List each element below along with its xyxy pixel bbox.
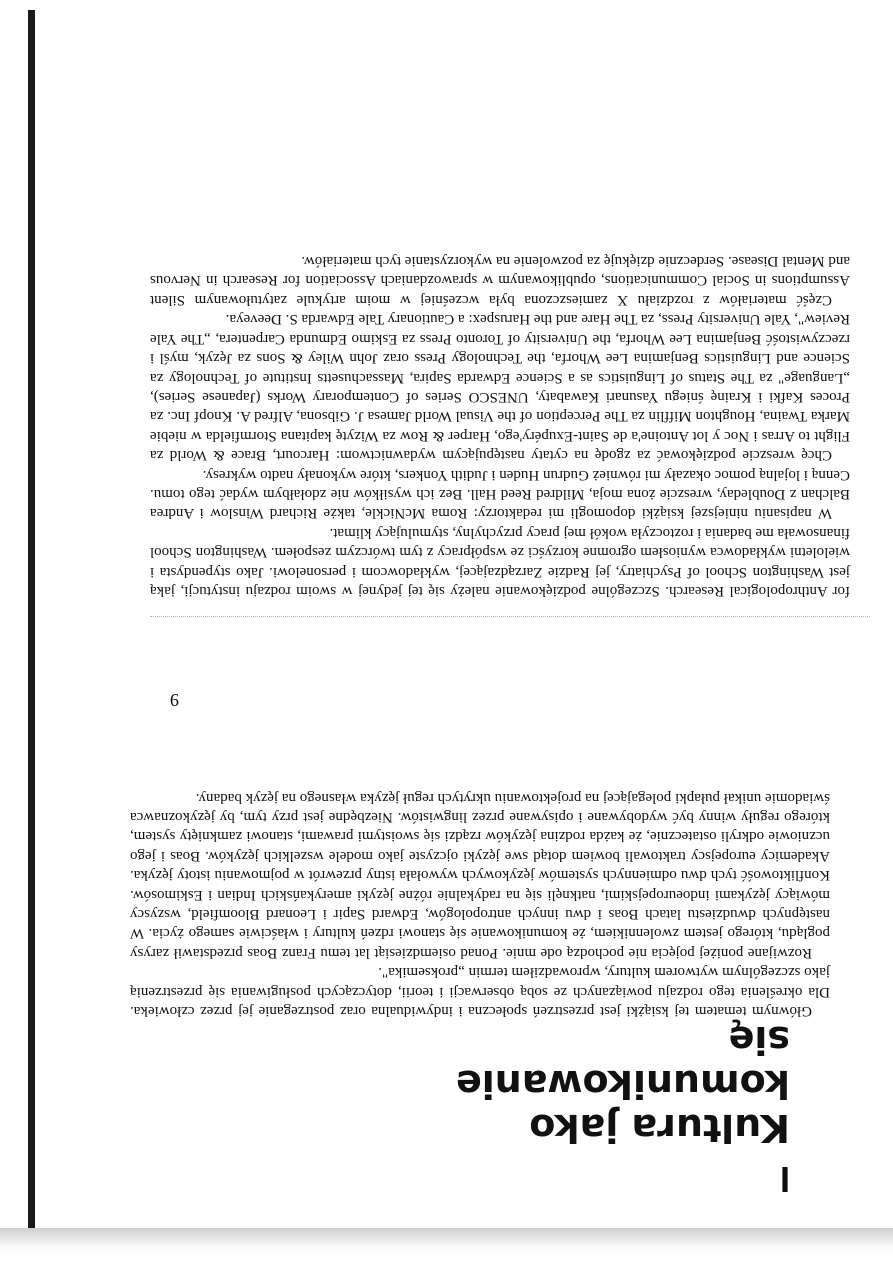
ack-paragraph-3: Chcę wreszcie podziękować za zgodę na cytaty następującym wydawnictwom: Harcourt, Brace & World za Flight to Arras i Noc y lot Antoine'a de Saint-Exupéry'ego, Harper & Row za Wizytę kapitana Stormfielda w niebie Marka Twaina, Houghton Mifflin za The Perception of the Visual World Jamesa J. Gibsona, Alfred A. Knopf Inc. za Proces Kafki i Krainę śniegu Yasunari Kawabaty, UNESCO Series of Contemporary Works (Japanese Series), „Language" za The Status of Linguistics as a Science Edwarda Sapira, Massachusetts Institute of Technology za Science and Linguistics Benjamina Lee Whorfa, the Technology Press oraz John Wiley & Sons za Język, myśl i rzeczywistość Benjamina Lee Whorfa, the University of Toronto Press za Eskimo Edmunda Carpentera, „The Yale Review", Yale University Press, za The Hare and the Haruspex: a Cautionary Tale Edwarda S. Deeveya. <box>150 311 850 464</box>
ack-paragraph-2: W napisaniu niniejszej książki dopomogli mi redaktorzy: Roma McNickle, także Richard Winslow i Andrea Balchan z Doubleday, wreszcie żona moja, Mildred Reed Hall. Bez ich wysiłków nie zdołałbym wydać tego tomu. Cenną i lojalną pomoc okazały mi również Gudrun Huden i Judith Yonkers, które wykonały nadto wykresy. <box>150 466 850 522</box>
page-left-edge-shadow <box>28 10 35 1250</box>
chapter-paragraph-1: Głównym tematem tej książki jest przestrzeń społeczna i indywidualna oraz postrzeganie jej przez człowieka. Dla określenia tego rodzaju powiązanych ze sobą obserwacji i teorii, dotyczących posługiwania się przestrzenią jako szczególnym wytworem kultury, wprowadziłem termin „proksemika". <box>130 964 830 1019</box>
chapter-body <box>130 787 830 1020</box>
page-bottom-edge-shadow <box>0 1228 893 1252</box>
upper-page <box>150 60 850 600</box>
chapter-title: Kultura jako komunikowanie się <box>455 1018 790 1150</box>
acknowledgements-column <box>150 251 850 600</box>
chapter-paragraph-2: Rozwijane poniżej pojęcia nie pochodzą ode mnie. Ponad osiemdziesiąt lat temu Franz Boas przedstawił zarysy poglądu, którego jestem zwolennikiem, że komunikowanie się stanowi rdzeń kultury i właściwie samego życia. W następnych dwudziestu latach Boas i dwu innych antropologów, Edward Sapir i Leonard Bloomfield, wszyscy mówiący językami indoeuropejskimi, natknęli się na radykalnie różne języki amerykańskich Indian i Eskimosów. Konfliktowość tych dwu odmiennych systemów językowych wywołała istny przewrót w pojmowaniu istoty języka. Akademicy europejscy traktowali bowiem dotąd swe języki ojczyste jako modele wszelkich języków. Boas i jego uczniowie odkryli ostatecznie, że każda rodzina języków rządzi się swoistymi prawami, stanowi zamknięty system, którego reguły winny być wydobywane i opisywane przez lingwistów. Niezbędne jest przy tym, by językoznawca świadomie unikał pułapki polegającej na projektowaniu ukrytych reguł języka własnego na język badany. <box>130 789 830 961</box>
page-number: 9 <box>170 690 179 710</box>
page-fold-line <box>150 616 870 618</box>
chapter-number: I <box>779 1159 790 1200</box>
ack-paragraph-4: Część materiałów z rozdziału X zamieszczona była wcześniej w moim artykule zatytułowanym Silent Assumptions in Social Communications, opublikowanym w sprawozdaniach Association for Research in Nervous and Mental Disease. Serdecznie dziękuję za pozwolenie na wykorzystanie tych materiałów. <box>150 253 850 308</box>
ack-paragraph-1: for Anthropological Research. Szczególne podziękowanie należy się tej jedynej w swoim rodzaju instytucji, jaką jest Washington School of Psychiatry, jej Radzie Zarządzającej, wykładowcom i personelowi. Jako stypendysta i wieloletni wykładowca wyniosłem ogromne korzyści ze współpracy z tym twórczym zespołem. Washington School finansowała me badania i roztoczyła wokół mej pracy przychylny, stymulujący klimat. <box>150 524 850 599</box>
lower-page <box>130 650 830 1210</box>
